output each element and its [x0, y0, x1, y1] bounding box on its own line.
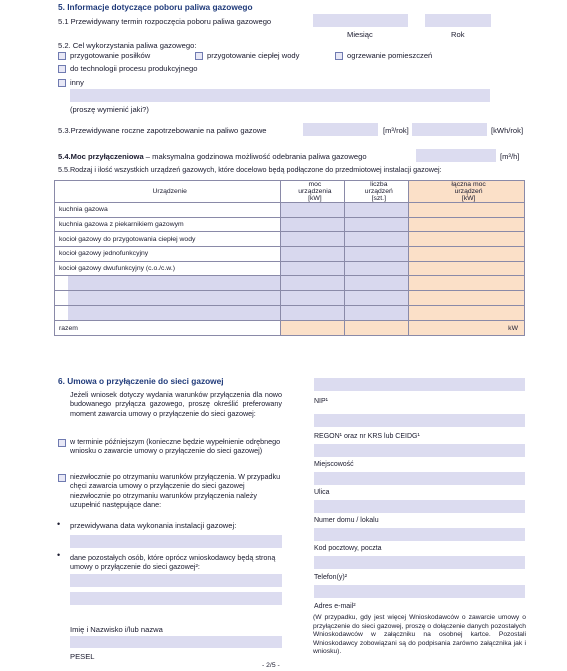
count-cell[interactable]: [345, 247, 409, 262]
count-cell[interactable]: [345, 276, 409, 291]
power-cell[interactable]: [281, 247, 345, 262]
device-name: kuchnia gazowa: [55, 203, 281, 218]
total-label: razem: [55, 321, 281, 336]
connection-power-label: [58, 152, 367, 161]
other-parties-field-2[interactable]: [70, 592, 282, 605]
table-total-row: [55, 321, 525, 336]
unit-m3-h: [m³/h]: [500, 152, 520, 161]
power-cell[interactable]: [281, 203, 345, 218]
power-cell[interactable]: [281, 276, 345, 291]
total-cell[interactable]: [409, 232, 525, 247]
later-date-label: w terminie późniejszym (konieczne będzie wypełnienie odrębnego wniosku o zawarcie umowy o przyłączenie do sieci gazowej): [70, 437, 281, 456]
col-total-line: łączna moc: [451, 181, 486, 188]
regon-field[interactable]: [314, 444, 525, 457]
device-name-cell: [55, 306, 281, 321]
col-total-line: [kW]: [461, 195, 476, 202]
phone-field[interactable]: [314, 585, 525, 598]
count-cell[interactable]: [345, 217, 409, 232]
connection-power-desc: – maksymalna godzinowa możliwość odebrania paliwa gazowego: [143, 152, 367, 161]
hot-water-label: przygotowanie ciepłej wody: [207, 51, 300, 60]
total-cell[interactable]: [409, 217, 525, 232]
install-date-field[interactable]: [70, 535, 282, 548]
annual-demand-kwh-field[interactable]: [412, 123, 487, 136]
power-cell[interactable]: [281, 306, 345, 321]
total-cell[interactable]: [409, 261, 525, 276]
col-device: Urządzenie: [55, 181, 281, 203]
power-cell[interactable]: [281, 217, 345, 232]
other-parties-label: dane pozostałych osób, które oprócz wnioskodawcy będą stroną umowy o przyłączenie do sieci gazowej²:: [70, 553, 276, 572]
total-count-cell[interactable]: [345, 321, 409, 336]
power-cell[interactable]: [281, 232, 345, 247]
device-name-field[interactable]: [68, 291, 280, 305]
start-month-field[interactable]: [313, 14, 408, 27]
street-label: Ulica: [314, 489, 330, 496]
city-field[interactable]: [314, 472, 525, 485]
postal-code-field[interactable]: [314, 556, 525, 569]
contract-intro: Jeżeli wniosek dotyczy wydania warunków przyłączenia dla nowo budowanego przyłącza gazowego, proszę określić preferowany moment zawarcia umowy o przyłączenie do sieci gazowej:: [70, 390, 282, 418]
unit-kwh-year: [kWh/rok]: [491, 126, 524, 135]
total-power-cell[interactable]: [281, 321, 345, 336]
device-name-cell: [55, 291, 281, 306]
heating-checkbox[interactable]: [335, 52, 343, 60]
name-field[interactable]: [70, 636, 282, 648]
house-number-label: Numer domu / lokalu: [314, 517, 379, 524]
start-year-field[interactable]: [425, 14, 491, 27]
email-label: Adres e-mail²: [314, 603, 356, 610]
section-5-title: 5. Informacje dotyczące poboru paliwa gazowego: [58, 2, 253, 12]
connection-power-field[interactable]: [416, 149, 496, 162]
power-cell[interactable]: [281, 261, 345, 276]
count-cell[interactable]: [345, 232, 409, 247]
usage-purpose-label: 5.2. Cel wykorzystania paliwa gazowego:: [58, 41, 197, 50]
devices-label: 5.5.Rodzaj i ilość wszystkich urządzeń gazowych, które docelowo będą podłączone do przedmiotowej instalacji gazowej:: [58, 165, 442, 174]
year-label: Rok: [451, 30, 465, 39]
table-row: [55, 217, 525, 232]
connection-power-bold: 5.4.Moc przyłączeniowa: [58, 152, 144, 161]
street-field[interactable]: [314, 500, 525, 513]
later-date-checkbox[interactable]: [58, 439, 66, 447]
count-cell[interactable]: [345, 291, 409, 306]
total-cell[interactable]: [409, 247, 525, 262]
technology-label: do technologii procesu produkcyjnego: [70, 64, 198, 73]
other-purpose-field[interactable]: [70, 89, 490, 102]
col-power-line: [kW]: [308, 195, 322, 202]
other-parties-field-1[interactable]: [70, 574, 282, 587]
device-name-field[interactable]: [68, 276, 280, 290]
table-row: [55, 261, 525, 276]
section-6-title: 6. Umowa o przyłączenie do sieci gazowej: [58, 376, 224, 386]
postal-code-label: Kod pocztowy, poczta: [314, 545, 382, 552]
device-name: kocioł gazowy do przygotowania ciepłej wody: [55, 232, 281, 247]
other-label: inny: [70, 78, 84, 87]
total-cell[interactable]: [409, 306, 525, 321]
heating-label: ogrzewanie pomieszczeń: [347, 51, 433, 60]
col-count-line: liczba: [370, 181, 388, 188]
immediately-label: niezwłocznie po otrzymaniu warunków przyłączenia. W przypadku chęci zawarcia umowy o przyłączenie do sieci gazowej niezwłocznie po otrzymaniu warunków przyłączenia należy uzupełnić następujące dane:: [70, 472, 281, 510]
regon-label: REGON¹ oraz nr KRS lub CEIDG¹: [314, 433, 420, 440]
col-count: [345, 181, 409, 203]
table-row: [55, 203, 525, 218]
total-cell[interactable]: [409, 291, 525, 306]
annual-demand-m3-field[interactable]: [303, 123, 378, 136]
hot-water-checkbox[interactable]: [195, 52, 203, 60]
col-power-line: urządzenia: [298, 188, 332, 195]
device-name-field[interactable]: [68, 306, 280, 320]
count-cell[interactable]: [345, 306, 409, 321]
col-power: [281, 181, 345, 203]
technology-checkbox[interactable]: [58, 65, 66, 73]
col-power-line: moc: [308, 181, 322, 188]
devices-table: [54, 180, 525, 336]
install-date-label: przewidywana data wykonania instalacji gazowej:: [70, 521, 237, 530]
total-cell[interactable]: [409, 203, 525, 218]
table-row: [55, 247, 525, 262]
bullet-icon: •: [57, 519, 61, 529]
annual-demand-label: 5.3.Przewidywane roczne zapotrzebowanie na paliwo gazowe: [58, 126, 267, 135]
bullet-icon: •: [57, 550, 61, 560]
table-row: [55, 232, 525, 247]
device-name: kocioł gazowy dwufunkcyjny (c.o./c.w.): [55, 261, 281, 276]
device-name: kocioł gazowy jednofunkcyjny: [55, 247, 281, 262]
devices-table-header: [55, 181, 525, 203]
col-total-line: urządzeń: [454, 188, 483, 195]
immediately-checkbox[interactable]: [58, 474, 66, 482]
device-name-cell: [55, 276, 281, 291]
col-total: [409, 181, 525, 203]
table-row: [55, 291, 525, 306]
meals-label: przygotowanie posiłków: [70, 51, 151, 60]
page-number: - 2/5 -: [262, 662, 280, 669]
table-row: [55, 276, 525, 291]
city-label: Miejscowość: [314, 461, 354, 468]
other-checkbox[interactable]: [58, 79, 66, 87]
col-count-line: [szt.]: [371, 195, 386, 202]
total-unit: kW: [409, 321, 525, 336]
start-date-label: 5.1 Przewidywany termin rozpoczęcia poboru paliwa gazowego: [58, 17, 272, 26]
month-label: Miesiąc: [347, 30, 373, 39]
co-applicants-note: (W przypadku, gdy jest więcej Wnioskodawców o zawarcie umowy o przyłączenie do sieci gazowej, proszę o dołączenie danych pozostałych Wnioskodawców w załączniku na osobnej kartce. Pozostali Wnioskodawcy zobowiązani są do podpisania zarówno załącznika jak i wniosku).: [313, 614, 526, 655]
name-label: Imię i Nazwisko i/lub nazwa: [70, 625, 163, 634]
meals-checkbox[interactable]: [58, 52, 66, 60]
count-cell[interactable]: [345, 203, 409, 218]
total-cell[interactable]: [409, 276, 525, 291]
phone-label: Telefon(y)²: [314, 574, 348, 581]
count-cell[interactable]: [345, 261, 409, 276]
unit-m3-year: [m³/rok]: [383, 126, 409, 135]
applicant-field-1[interactable]: [314, 378, 525, 391]
other-hint: (proszę wymienić jaki?): [70, 105, 149, 114]
power-cell[interactable]: [281, 291, 345, 306]
device-name: kuchnia gazowa z piekarnikiem gazowym: [55, 217, 281, 232]
nip-label: NIP¹: [314, 398, 328, 405]
table-row: [55, 306, 525, 321]
pesel-label: PESEL: [70, 652, 95, 661]
col-count-line: urządzeń: [364, 188, 393, 195]
house-number-field[interactable]: [314, 528, 525, 541]
nip-field[interactable]: [314, 414, 525, 427]
